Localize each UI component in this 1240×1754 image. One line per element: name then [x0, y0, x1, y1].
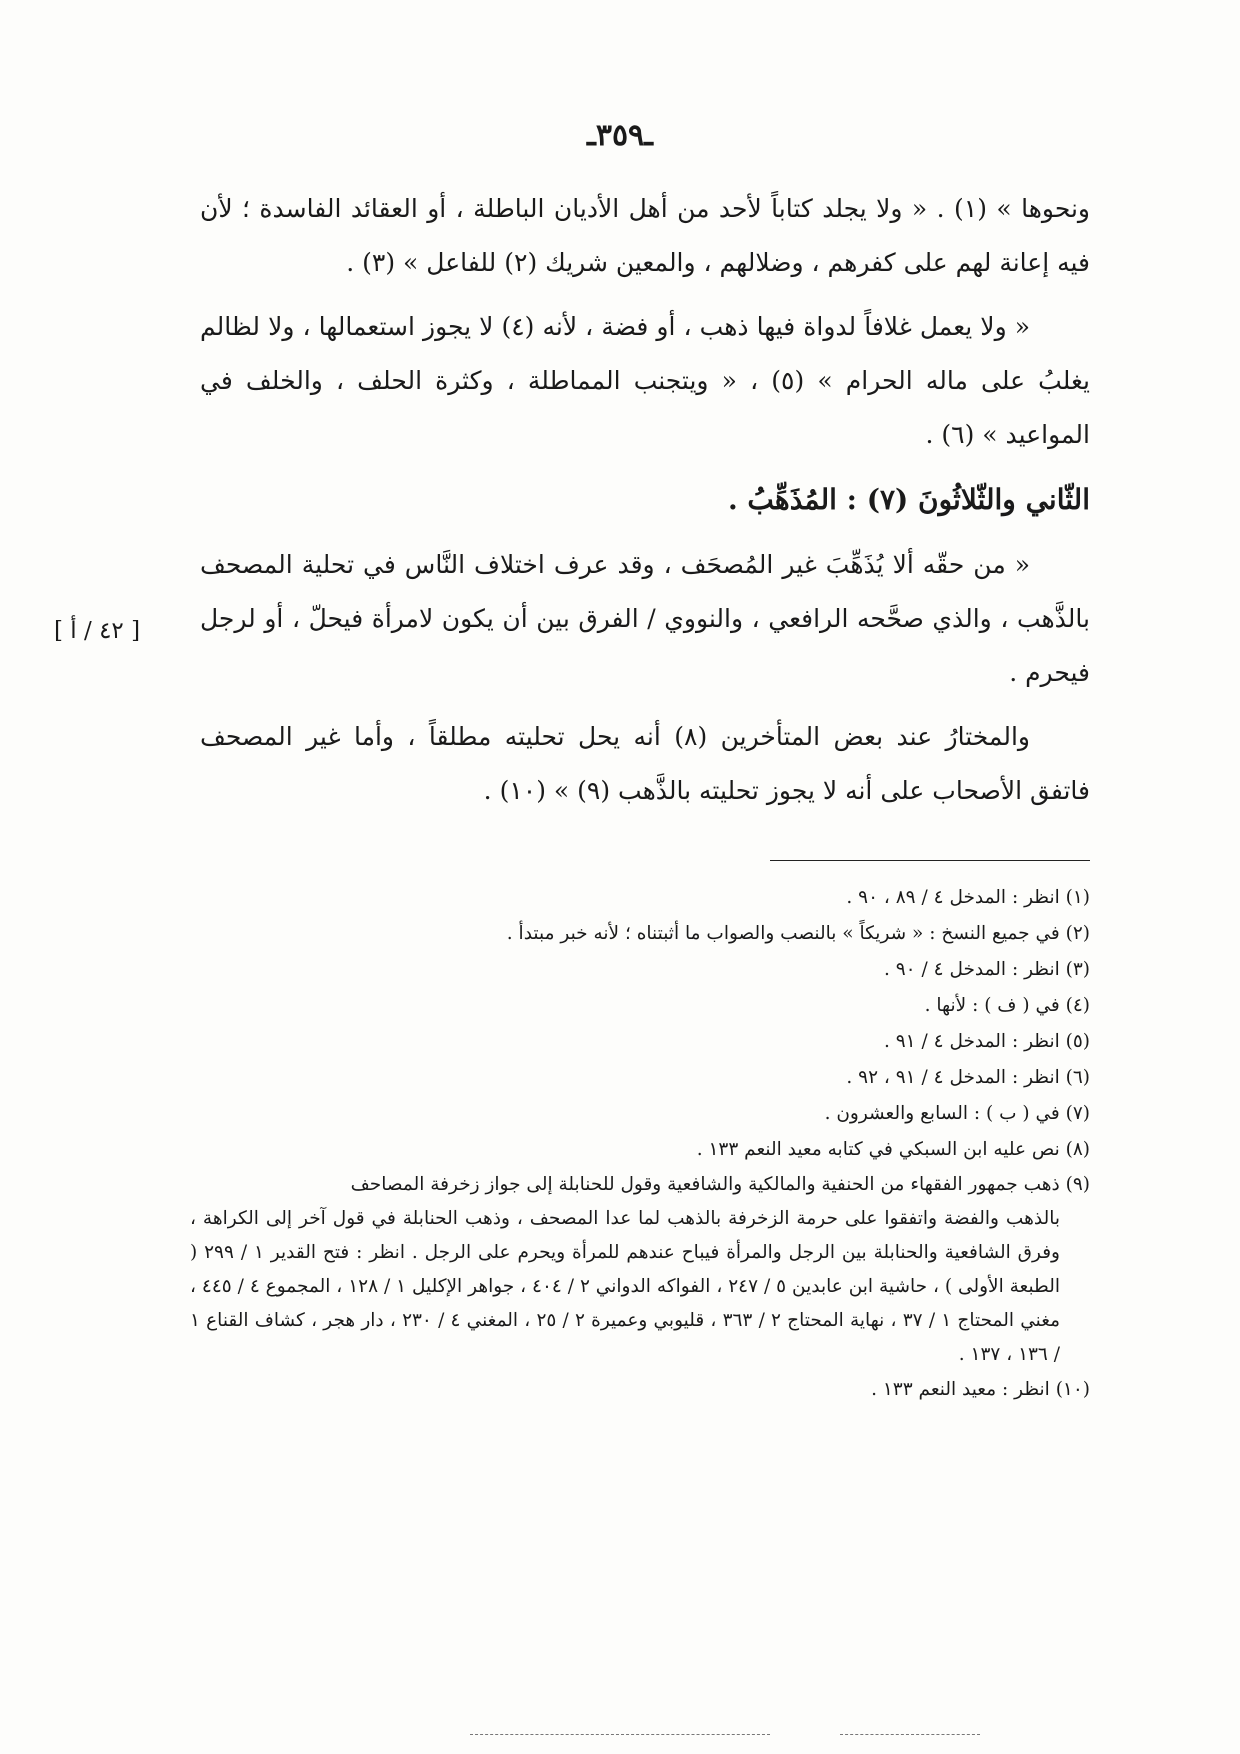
footnote-9-first-line: (٩) ذهب جمهور الفقهاء من الحنفية والمالكية والشافعية وقول للحنابلة إلى جواز زخرفة المصاحف — [350, 1174, 1090, 1195]
section-heading: الثّاني والثّلاثُونَ (٧) : المُذَهِّبُ . — [727, 483, 1090, 516]
footnotes — [190, 880, 1090, 1408]
bottom-scan-line — [470, 1734, 770, 1735]
main-text — [200, 182, 1090, 828]
footnote: (٨) نص عليه ابن السبكي في كتابه معيد النعم ١٣٣ . — [696, 1139, 1090, 1160]
footnote: (٢) في جميع النسخ : « شريكاً » بالنصب والصواب ما أثبتناه ؛ لأنه خبر مبتدأ . — [506, 923, 1090, 944]
footnote: (٣) انظر : المدخل ٤ / ٩٠ . — [883, 959, 1090, 980]
paragraph: « ولا يعمل غلافاً لدواة فيها ذهب ، أو فضة ، لأنه (٤) لا يجوز استعمالها ، ولا لظالم يغلبُ على ماله الحرام » (٥) ، « ويتجنب المماطلة ، وكثرة الحلف ، والخلف في المواعيد » (٦) . — [200, 312, 1090, 449]
footnote-9-continuation: بالذهب والفضة واتفقوا على حرمة الزخرفة بالذهب لما عدا المصحف ، وذهب الحنابلة في قول آخر إلى الكراهة ، وفرق الشافعية والحنابلة بين الرجل والمرأة فيباح عندهم للمرأة ويحرم على الرجل . انظر : فتح القدير ١ / ٢٩٩ ( الطبعة الأولى ) ، حاشية ابن عابدين ٥ / ٢٤٧ ، الفواكه الدواني ٢ / ٤٠٤ ، جواهر الإكليل ١ / ١٢٨ ، المجموع ٤ / ٤٤٥ ، مغني المحتاج ١ / ٣٧ ، نهاية المحتاج ٢ / ٣٦٣ ، قليوبي وعميرة ٢ / ٢٥ ، المغني ٤ / ٢٣٠ ، دار هجر ، كشاف القناع ١ / ١٣٦ ، ١٣٧ . — [190, 1208, 1061, 1365]
manuscript-folio-marker: [ ٤٢ / أ ] — [54, 618, 141, 644]
paragraph: والمختارُ عند بعض المتأخرين (٨) أنه يحل تحليته مطلقاً ، وأما غير المصحف فاتفق الأصحاب على أنه لا يجوز تحليته بالذَّهب (٩) » (١٠) . — [200, 722, 1090, 805]
footnote: (١) انظر : المدخل ٤ / ٨٩ ، ٩٠ . — [846, 887, 1090, 908]
bottom-scan-line — [840, 1734, 980, 1735]
footnote: (٦) انظر : المدخل ٤ / ٩١ ، ٩٢ . — [846, 1067, 1090, 1088]
page-number: ـ٣٥٩ـ — [587, 118, 653, 153]
footnote: (٤) في ( ف ) : لأنها . — [924, 995, 1090, 1016]
footnote: (١٠) انظر : معيد النعم ١٣٣ . — [871, 1379, 1090, 1400]
paragraph: « من حقّه ألا يُذَهِّبَ غير المُصحَف ، وقد عرف اختلاف النَّاس في تحلية المصحف بالذَّهب ، والذي صحَّحه الرافعي ، والنووي / الفرق بين أن يكون لامرأة فيحلّ ، أو لرجل فيحرم . — [200, 550, 1090, 687]
paragraph: ونحوها » (١) . « ولا يجلد كتاباً لأحد من أهل الأديان الباطلة ، أو العقائد الفاسدة ؛ لأن فيه إعانة لهم على كفرهم ، وضلالهم ، والمعين شريك (٢) للفاعل » (٣) . — [200, 194, 1090, 277]
footnote: (٥) انظر : المدخل ٤ / ٩١ . — [883, 1031, 1090, 1052]
footnote-9 — [190, 1168, 1090, 1372]
footnote-separator — [770, 860, 1090, 861]
footnote: (٧) في ( ب ) : السابع والعشرون . — [824, 1103, 1090, 1124]
